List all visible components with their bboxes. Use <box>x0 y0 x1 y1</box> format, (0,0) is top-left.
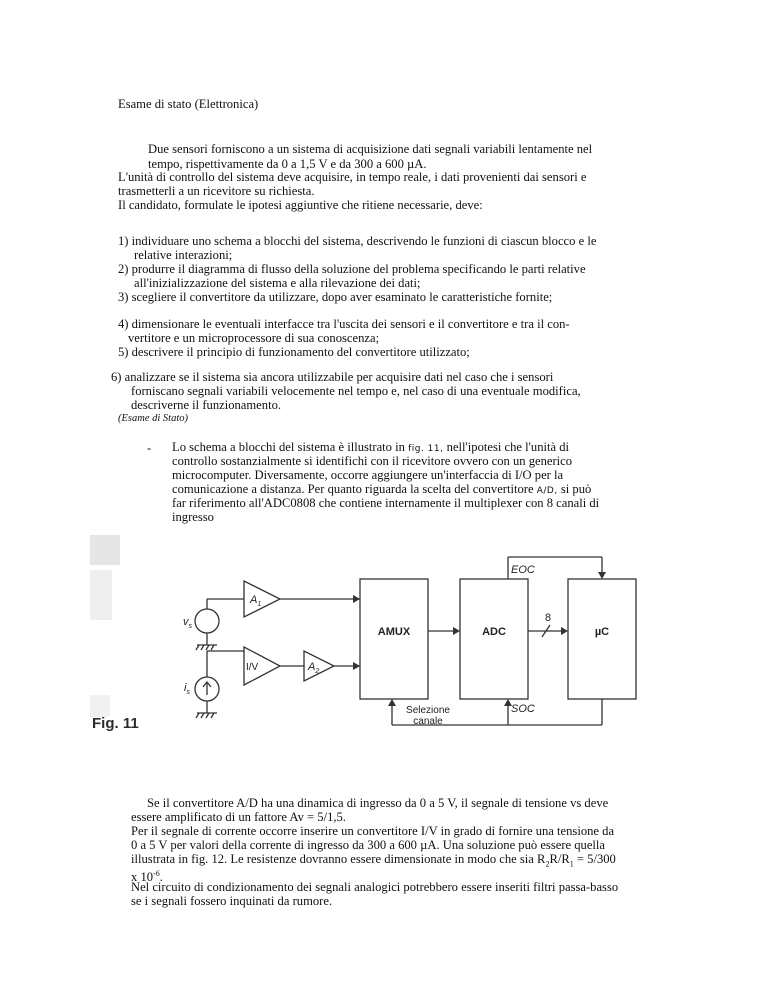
answer-line: microcomputer. Diversamente, occorre aggiungere un'interfaccia di I/O per la <box>172 468 564 482</box>
r2-subscript: 2 <box>545 859 550 869</box>
voltage-source-icon <box>195 609 219 633</box>
exponent: -6 <box>153 869 160 878</box>
a1-label: A <box>250 594 258 606</box>
eoc-label: EOC <box>511 564 535 576</box>
channel-select-label-1: Selezione <box>406 705 450 716</box>
body-line: essere amplificato di un fattore Av = 5/1,5. <box>131 810 346 824</box>
intro-line: tempo, rispettivamente da 0 a 1,5 V e da 300 a 600 µA. <box>148 157 427 171</box>
body-line: Per il segnale di corrente occorre inserire un convertitore I/V in grado di fornire una tensione da <box>131 824 615 838</box>
body-text: R/R <box>549 852 570 866</box>
task-item: 3) scegliere il convertitore da utilizzare, dopo aver esaminato le caratteristiche fornite; <box>118 290 553 304</box>
task-item: forniscano segnali variabili velocemente nel tempo e, nel caso di una eventuale modifica, <box>131 384 581 398</box>
iv-label: I/V <box>246 662 259 673</box>
figure-caption: Fig. 11 <box>92 715 139 732</box>
vs-label: v <box>183 616 189 628</box>
soc-label: SOC <box>511 703 535 715</box>
a1-subscript: 1 <box>257 601 262 608</box>
intro-line: Il candidato, formulate le ipotesi aggiuntive che ritiene necessarie, deve: <box>118 198 483 212</box>
body-line: Se il convertitore A/D ha una dinamica di ingresso da 0 a 5 V, il segnale di tensione vs deve <box>147 796 609 810</box>
svg-text:A1 <box>249 594 261 608</box>
body-text: . <box>159 870 163 885</box>
amux-block <box>360 579 428 699</box>
uc-block <box>568 579 636 699</box>
task-item: relative interazioni; <box>134 248 233 262</box>
channel-select-label-2: canale <box>413 716 443 727</box>
task-item: 1) individuare uno schema a blocchi del sistema, descrivendo le funzioni di ciascun blocco e le <box>118 234 597 248</box>
document-title: Esame di stato (Elettronica) <box>118 97 259 111</box>
task-item: 5) descrivere il principio di funzionamento del convertitore utilizzato; <box>118 345 470 359</box>
answer-text: comunicazione a distanza. Per quanto riguarda la scelta del convertitore <box>172 482 534 496</box>
answer-text: si può <box>560 482 592 496</box>
task-item: vertitore e un microprocessore di sua conoscenza; <box>128 331 380 345</box>
is-label: i <box>184 682 187 694</box>
intro-line: trasmetterli a un ricevitore su richiesta. <box>118 184 315 198</box>
body-line: se i segnali fossero inquinati da rumore. <box>131 894 333 908</box>
ad-reference: A/D, <box>536 486 558 496</box>
adc-label: ADC <box>482 626 506 638</box>
bullet-dash: - <box>147 441 152 455</box>
task-item: all'inizializzazione del sistema e alla rilevazione dei dati; <box>134 276 421 290</box>
svg-text:vs <box>183 616 193 630</box>
r1-subscript: 1 <box>569 859 574 869</box>
answer-line: ingresso <box>172 510 214 524</box>
task-item: 4) dimensionare le eventuali interfacce tra l'uscita dei sensori e il convertitore e tra il con- <box>118 317 570 331</box>
adc-block <box>460 579 528 699</box>
is-subscript: s <box>186 689 190 696</box>
uc-label: µC <box>594 626 610 638</box>
body-text: illustrata in fig. 12. Le resistenze dovranno essere dimensionate in modo che sia R <box>131 852 546 866</box>
svg-text:is <box>184 682 190 696</box>
intro-line: Due sensori forniscono a un sistema di acquisizione dati segnali variabili lentamente nel <box>148 142 593 156</box>
body-text: x 10 <box>131 870 154 885</box>
answer-text: nell'ipotesi che l'unità di <box>446 440 570 454</box>
body-line: Nel circuito di condizionamento dei segnali analogici potrebbero essere inseriti filtri passa-basso <box>131 880 619 894</box>
svg-text:A2 <box>307 661 319 675</box>
bus-width-label: 8 <box>545 612 552 624</box>
a2-label: A <box>308 661 316 673</box>
body-line <box>131 852 616 872</box>
scan-smudge <box>90 570 112 620</box>
answer-line: far riferimento all'ADC0808 che contiene internamente il multiplexer con 8 canali di <box>172 496 600 510</box>
block-diagram-figure <box>90 535 650 750</box>
amux-label: AMUX <box>377 626 411 638</box>
task-item: 2) produrre il diagramma di flusso della soluzione del problema specificando le parti relative <box>118 262 586 276</box>
body-text: = 5/300 <box>573 852 616 866</box>
answer-line: controllo sostanzialmente si identifichi con il ricevitore ovvero con un generico <box>172 454 573 468</box>
fig-reference: fig. 11, <box>408 444 444 454</box>
intro-line: L'unità di controllo del sistema deve acquisire, in tempo reale, i dati provenienti dai sensori e <box>118 170 587 184</box>
scan-smudge <box>90 535 120 565</box>
body-line: 0 a 5 V per valori della corrente di ingresso da 300 a 600 µA. Una soluzione può essere quella <box>131 838 606 852</box>
a2-subscript: 2 <box>315 668 320 675</box>
task-item: 6) analizzare se il sistema sia ancora utilizzabile per acquisire dati nel caso che i sensori <box>111 370 554 384</box>
vs-subscript: s <box>188 623 192 630</box>
block-diagram-svg <box>90 535 650 750</box>
source-note: (Esame di Stato) <box>118 413 188 424</box>
task-item: descriverne il funzionamento. <box>131 398 282 412</box>
scan-smudge <box>90 695 110 717</box>
answer-text: Lo schema a blocchi del sistema è illustrato in <box>172 440 405 454</box>
